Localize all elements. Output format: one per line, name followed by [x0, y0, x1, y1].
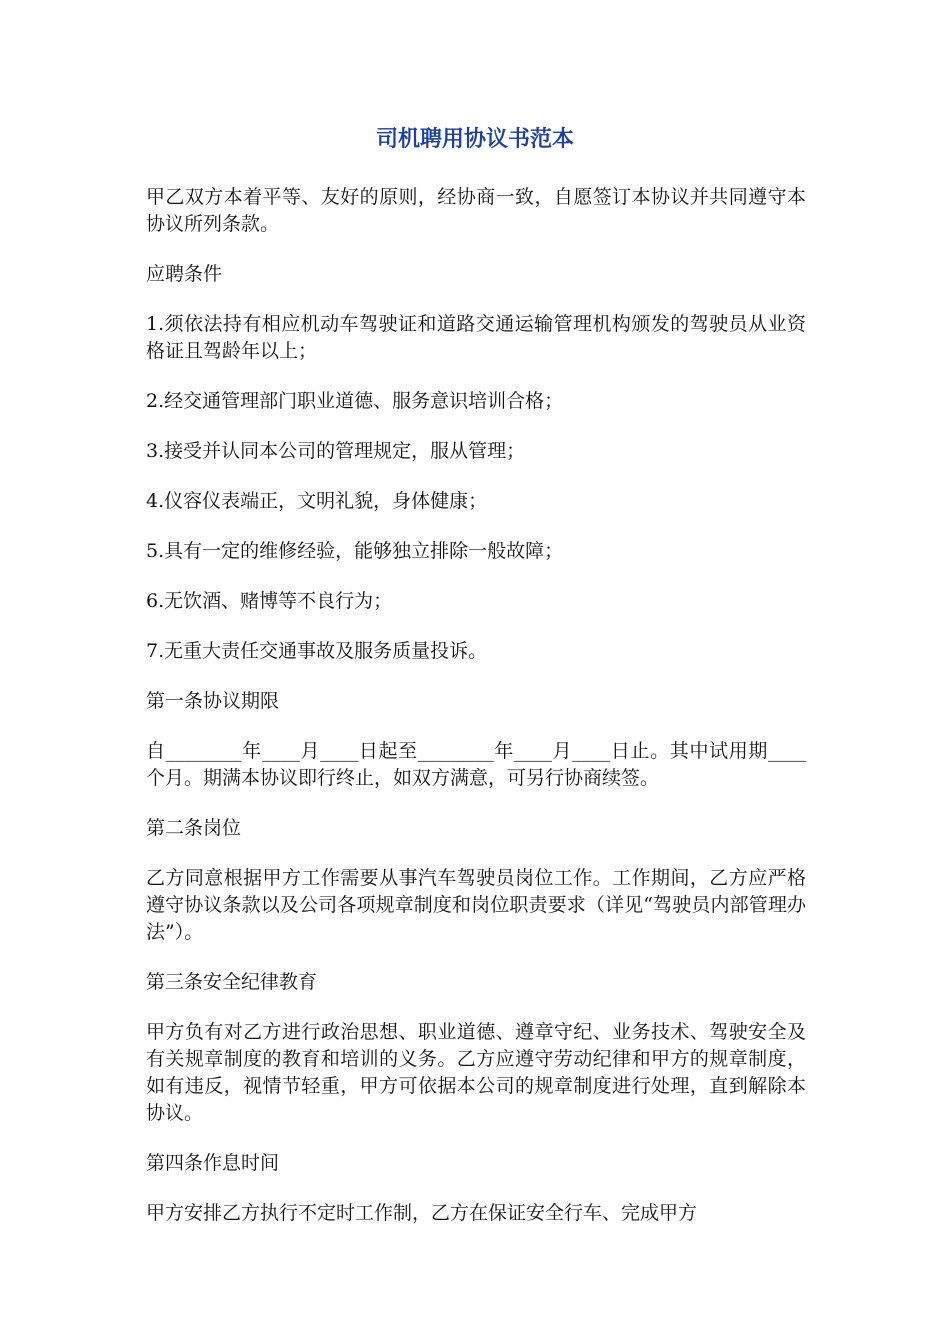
- article-2-text: 乙方同意根据甲方工作需要从事汽车驾驶员岗位工作。工作期间，乙方应严格遵守协议条款以及公司各项规章制度和岗位职责要求（详见“驾驶员内部管理办法”）。: [146, 867, 806, 943]
- article-3-heading: 第三条安全纪律教育: [146, 971, 318, 993]
- requirement-item-3: 3.接受并认同本公司的管理规定，服从管理；: [146, 440, 526, 462]
- intro-paragraph: 甲乙双方本着平等、友好的原则，经协商一致，自愿签订本协议并共同遵守本协议所列条款。: [146, 186, 806, 235]
- article-4-heading: 第四条作息时间: [146, 1152, 280, 1174]
- requirement-item-6: 6.无饮酒、赌博等不良行为；: [146, 590, 393, 612]
- section-heading-requirements: 应聘条件: [146, 263, 223, 285]
- requirement-item-7: 7.无重大责任交通事故及服务质量投诉。: [146, 640, 488, 662]
- requirement-item-5: 5.具有一定的维修经验，能够独立排除一般故障；: [146, 540, 564, 562]
- article-2-heading: 第二条岗位: [146, 817, 242, 839]
- article-3-text: 甲方负有对乙方进行政治思想、职业道德、遵章守纪、业务技术、驾驶安全及有关规章制度的教育和培训的义务。乙方应遵守劳动纪律和甲方的规章制度，如有违反，视情节轻重，甲方可依据本公司的规章制度进行处理，直到解除本协议。: [146, 1021, 806, 1124]
- requirement-item-4: 4.仪容仪表端正，文明礼貌，身体健康；: [146, 490, 488, 512]
- document-title: 司机聘用协议书范本: [375, 127, 574, 152]
- requirement-item-2: 2.经交通管理部门职业道德、服务意识培训合格；: [146, 390, 564, 412]
- article-4-text: 甲方安排乙方执行不定时工作制，乙方在保证安全行车、完成甲方: [146, 1202, 698, 1224]
- article-1-text: 自________年____月____日起至________年____月____日止。其中试用期____个月。期满本协议即行终止，如双方满意，可另行协商续签。: [146, 740, 806, 789]
- requirement-item-1: 1.须依法持有相应机动车驾驶证和道路交通运输管理机构颁发的驾驶员从业资格证且驾龄年以上；: [146, 313, 806, 362]
- document-body: [146, 184, 806, 1227]
- article-1-heading: 第一条协议期限: [146, 690, 280, 712]
